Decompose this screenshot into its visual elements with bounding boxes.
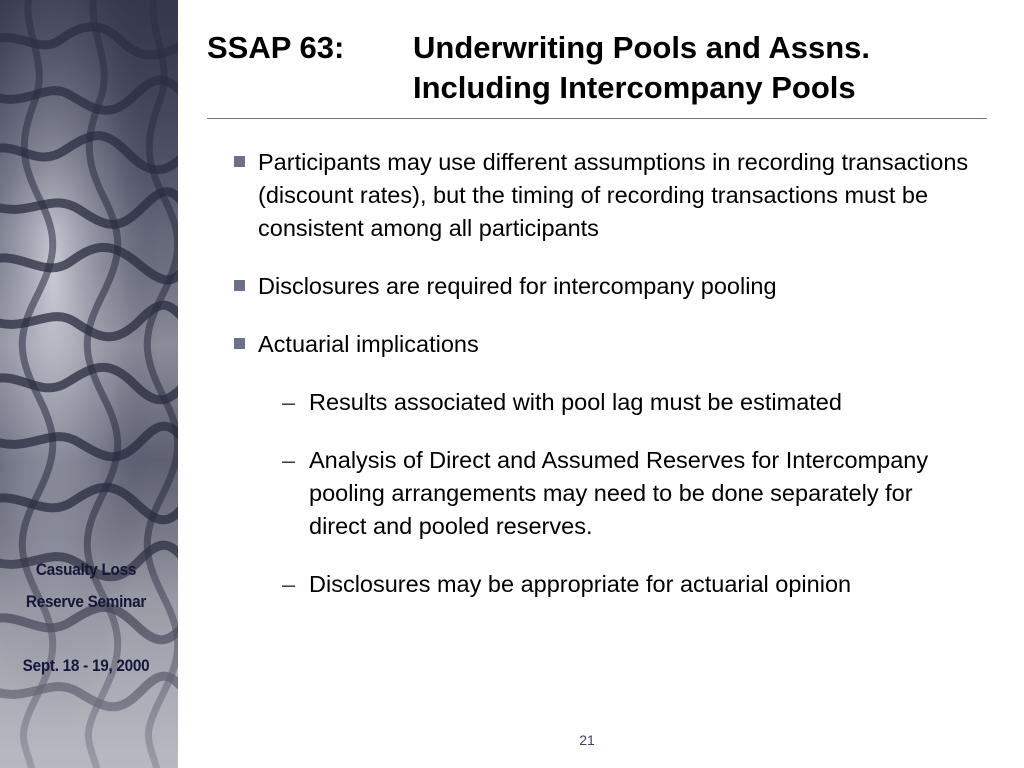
- square-bullet-icon: [234, 156, 245, 167]
- bullet-text: Actuarial implications: [258, 331, 479, 357]
- seminar-date: Sept. 18 - 19, 2000: [22, 656, 150, 675]
- dash-bullet-icon: –: [282, 571, 296, 597]
- seminar-name-line1: Casualty Loss: [35, 560, 137, 579]
- title-line2: Including Intercompany Pools: [413, 70, 856, 105]
- sub-bullet-item: [232, 568, 972, 601]
- dash-bullet-icon: –: [282, 389, 296, 415]
- bullet-item: [232, 328, 972, 361]
- bullet-item: [232, 146, 972, 245]
- bullet-text: Participants may use different assumptions in recording transactions (discount rates), but the timing of recording transactions must be consistent among all participants: [258, 149, 969, 241]
- sub-bullet-text: Disclosures may be appropriate for actuarial opinion: [309, 571, 852, 597]
- puzzle-pattern-icon: [0, 0, 178, 768]
- square-bullet-icon: [234, 280, 245, 291]
- page-number: 21: [579, 732, 595, 748]
- sub-bullet-item: [232, 444, 972, 543]
- sub-bullet-text: Results associated with pool lag must be estimated: [309, 389, 842, 415]
- title-line1: Underwriting Pools and Assns.: [413, 30, 871, 65]
- puzzle-sidebar-image: [0, 0, 178, 768]
- square-bullet-icon: [234, 338, 245, 349]
- dash-bullet-icon: –: [282, 447, 296, 473]
- bullet-text: Disclosures are required for intercompany pooling: [258, 273, 777, 299]
- sub-bullet-item: [232, 386, 972, 419]
- bullet-item: [232, 270, 972, 303]
- title-divider: [207, 118, 987, 119]
- title-main: [413, 28, 870, 108]
- seminar-name-line2: Reserve Seminar: [25, 592, 147, 611]
- sub-bullet-text: Analysis of Direct and Assumed Reserves for Intercompany pooling arrangements may need to be done separately for direct and pooled reserves.: [309, 447, 929, 539]
- title-prefix: SSAP 63:: [207, 30, 345, 65]
- slide-body: [232, 146, 972, 626]
